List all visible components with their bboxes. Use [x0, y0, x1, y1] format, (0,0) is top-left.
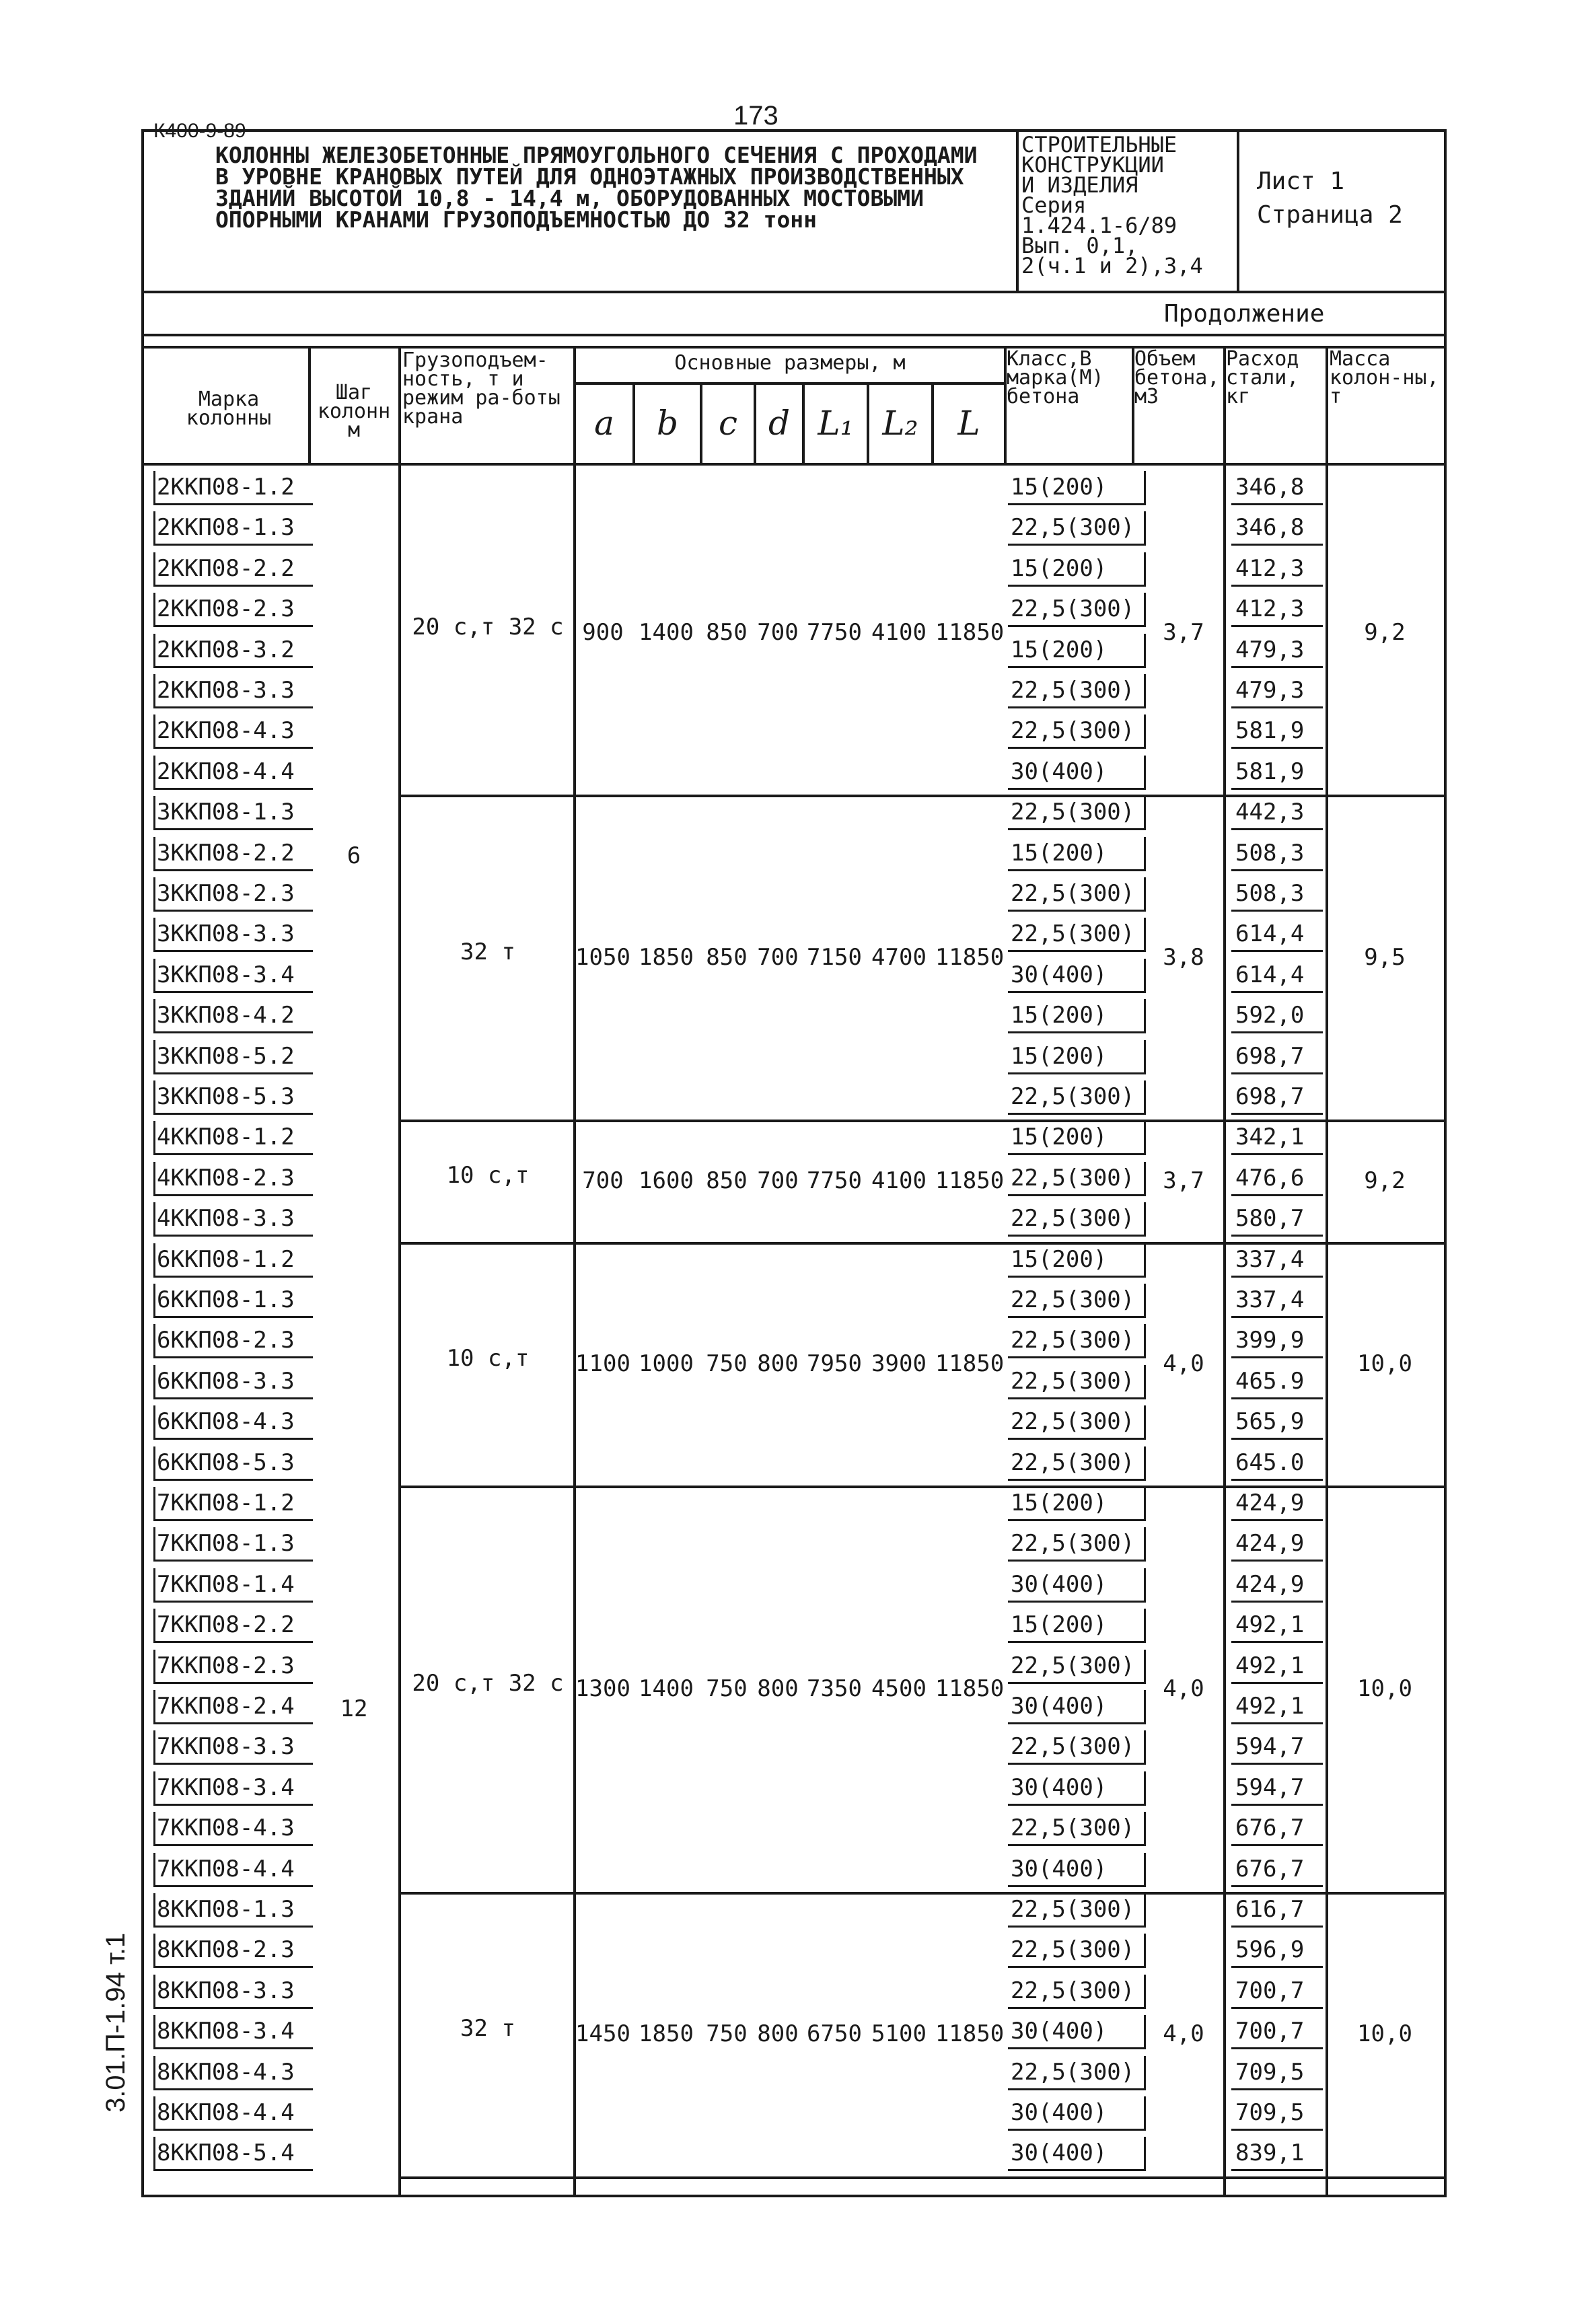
column-step: 12 — [340, 1695, 368, 1723]
steel-consumption: 698,7 — [1231, 1080, 1323, 1115]
concrete-class: 30(400) — [1008, 756, 1146, 790]
steel-consumption: 616,7 — [1231, 1893, 1323, 1928]
column-mass: 10,0 — [1357, 1350, 1412, 1377]
title-line: ЗДАНИЙ ВЫСОТОЙ 10,8 - 14,4 м, ОБОРУДОВАННЫХ МОСТОВЫМИ — [215, 185, 924, 211]
column-mass: 9,2 — [1364, 1167, 1406, 1194]
group-separator — [398, 2176, 1445, 2179]
steel-consumption: 492,1 — [1231, 1609, 1323, 1643]
size-c: 850 — [706, 943, 748, 971]
concrete-class: 22,5(300) — [1008, 1324, 1146, 1358]
column-mark: 6ККП08-4.3 — [153, 1405, 313, 1440]
concrete-class: 30(400) — [1008, 1690, 1146, 1724]
size-l: 11850 — [935, 618, 1005, 646]
column-mark: 3ККП08-2.2 — [153, 837, 313, 871]
page-left-border — [141, 129, 144, 2195]
title-block-divider-2 — [1237, 129, 1239, 291]
continuation-label: Продолжение — [1164, 300, 1325, 328]
column-mark: 7ККП08-3.3 — [153, 1730, 313, 1765]
crane-capacity: 10 с,т — [446, 1162, 530, 1189]
steel-consumption: 592,0 — [1231, 999, 1323, 1033]
steel-consumption: 580,7 — [1231, 1202, 1323, 1237]
size-l2: 4100 — [871, 1167, 927, 1194]
size-b: 1000 — [639, 1350, 694, 1377]
header-steel: Расход стали, кг — [1226, 347, 1299, 408]
concrete-class: 22,5(300) — [1008, 1527, 1146, 1562]
concrete-class: 22,5(300) — [1008, 1975, 1146, 2009]
concrete-class: 22,5(300) — [1008, 511, 1146, 546]
steel-consumption: 412,3 — [1231, 593, 1323, 627]
title-block-divider-1 — [1016, 129, 1019, 291]
concrete-class: 15(200) — [1008, 1121, 1146, 1155]
concrete-class: 22,5(300) — [1008, 1730, 1146, 1765]
size-c: 750 — [706, 2020, 748, 2048]
size-l2: 5100 — [871, 2020, 927, 2048]
size-d: 700 — [757, 1167, 799, 1194]
concrete-class: 22,5(300) — [1008, 1080, 1146, 1115]
column-mark: 3ККП08-1.3 — [153, 796, 313, 830]
concrete-class: 22,5(300) — [1008, 1405, 1146, 1440]
size-l1: 7150 — [807, 943, 862, 971]
concrete-class: 22,5(300) — [1008, 796, 1146, 830]
size-l: 11850 — [935, 2020, 1005, 2048]
column-mark: 4ККП08-3.3 — [153, 1202, 313, 1237]
header-size-l: L — [957, 404, 980, 443]
steel-consumption: 700,7 — [1231, 1975, 1323, 2009]
steel-consumption: 508,3 — [1231, 877, 1323, 912]
table-header-bottom — [141, 463, 1447, 466]
group-separator — [398, 1242, 1445, 1245]
steel-consumption: 676,7 — [1231, 1853, 1323, 1887]
column-mark: 3ККП08-3.3 — [153, 918, 313, 952]
steel-consumption: 709,5 — [1231, 2056, 1323, 2090]
concrete-class: 15(200) — [1008, 1243, 1146, 1278]
concrete-class: 30(400) — [1008, 2137, 1146, 2171]
steel-consumption: 424,9 — [1231, 1527, 1323, 1562]
concrete-class: 15(200) — [1008, 1487, 1146, 1521]
size-l: 11850 — [935, 1350, 1005, 1377]
crane-capacity: 20 с,т 32 с — [412, 613, 564, 640]
continuation-bottom-border — [141, 334, 1447, 336]
concrete-class: 22,5(300) — [1008, 1365, 1146, 1399]
size-a: 1050 — [575, 943, 630, 971]
series-info — [1021, 132, 1237, 279]
steel-consumption: 594,7 — [1231, 1730, 1323, 1765]
steel-consumption: 645.0 — [1231, 1446, 1323, 1481]
column-mark: 8ККП08-2.3 — [153, 1934, 313, 1968]
steel-consumption: 424,9 — [1231, 1568, 1323, 1603]
concrete-volume: 3,8 — [1163, 943, 1204, 971]
size-l: 11850 — [935, 1167, 1005, 1194]
sheet-number: Лист 1 — [1257, 168, 1345, 195]
concrete-volume: 4,0 — [1163, 2020, 1204, 2048]
header-step: Шаг колонн м — [317, 381, 391, 442]
column-mark: 7ККП08-2.3 — [153, 1650, 313, 1684]
steel-consumption: 709,5 — [1231, 2096, 1323, 2131]
steel-consumption: 346,8 — [1231, 511, 1323, 546]
size-d: 800 — [757, 1675, 799, 1702]
column-mark: 3ККП08-5.3 — [153, 1080, 313, 1115]
steel-consumption: 337,4 — [1231, 1284, 1323, 1318]
column-mass: 9,5 — [1364, 943, 1406, 971]
size-c: 850 — [706, 618, 748, 646]
size-l1: 7350 — [807, 1675, 862, 1702]
steel-consumption: 424,9 — [1231, 1487, 1323, 1521]
steel-consumption: 399,9 — [1231, 1324, 1323, 1358]
series-line: 1.424.1-6/89 — [1021, 213, 1177, 238]
header-size-a: a — [594, 404, 614, 443]
concrete-class: 22,5(300) — [1008, 714, 1146, 749]
column-mark: 3ККП08-2.3 — [153, 877, 313, 912]
size-b: 1600 — [639, 1167, 694, 1194]
size-b: 1850 — [639, 943, 694, 971]
size-a: 1100 — [575, 1350, 630, 1377]
size-a: 700 — [582, 1167, 624, 1194]
concrete-class: 30(400) — [1008, 1771, 1146, 1806]
document-code: К400-9-89 — [153, 120, 246, 142]
concrete-volume: 3,7 — [1163, 1167, 1204, 1194]
sheet-page: Страница 2 — [1257, 201, 1403, 229]
header-size-d: d — [768, 404, 790, 443]
steel-consumption: 492,1 — [1231, 1650, 1323, 1684]
steel-consumption: 676,7 — [1231, 1812, 1323, 1846]
series-line: 2(ч.1 и 2),3,4 — [1021, 253, 1203, 279]
size-d: 800 — [757, 2020, 799, 2048]
concrete-class: 15(200) — [1008, 471, 1146, 505]
concrete-class: 15(200) — [1008, 552, 1146, 587]
steel-consumption: 342,1 — [1231, 1121, 1323, 1155]
size-d: 800 — [757, 1350, 799, 1377]
concrete-class: 30(400) — [1008, 2096, 1146, 2131]
steel-consumption: 508,3 — [1231, 837, 1323, 871]
column-mark: 6ККП08-2.3 — [153, 1324, 313, 1358]
title-line: ОПОРНЫМИ КРАНАМИ ГРУЗОПОДЪЕМНОСТЬЮ ДО 32 тонн — [215, 207, 818, 233]
size-c: 750 — [706, 1350, 748, 1377]
steel-consumption: 700,7 — [1231, 2015, 1323, 2049]
series-line: Серия — [1021, 192, 1087, 218]
concrete-class: 30(400) — [1008, 1568, 1146, 1603]
group-separator — [398, 1486, 1445, 1488]
concrete-class: 22,5(300) — [1008, 674, 1146, 708]
size-c: 750 — [706, 1675, 748, 1702]
header-mass: Масса колон-ны, т — [1330, 347, 1439, 408]
series-line: Вып. 0,1, — [1021, 233, 1138, 258]
column-mark: 8ККП08-4.4 — [153, 2096, 313, 2131]
column-mark: 3ККП08-4.2 — [153, 999, 313, 1033]
header-size-c: c — [718, 404, 737, 443]
concrete-class: 22,5(300) — [1008, 1934, 1146, 1968]
steel-consumption: 465.9 — [1231, 1365, 1323, 1399]
size-l: 11850 — [935, 943, 1005, 971]
document-title — [215, 142, 1009, 233]
crane-capacity: 10 с,т — [446, 1344, 530, 1372]
concrete-class: 22,5(300) — [1008, 1650, 1146, 1684]
steel-consumption: 614,4 — [1231, 918, 1323, 952]
group-separator — [398, 795, 1445, 797]
column-divider-volume — [1223, 346, 1226, 2195]
column-mark: 8ККП08-3.3 — [153, 1975, 313, 2009]
column-mark: 6ККП08-5.3 — [153, 1446, 313, 1481]
column-mark: 6ККП08-3.3 — [153, 1365, 313, 1399]
column-mass: 9,2 — [1364, 618, 1406, 646]
steel-consumption: 698,7 — [1231, 1040, 1323, 1074]
header-size-l1: L₁ — [818, 404, 854, 443]
size-l1: 7950 — [807, 1350, 862, 1377]
column-mark: 8ККП08-5.4 — [153, 2137, 313, 2171]
column-mark: 7ККП08-2.4 — [153, 1690, 313, 1724]
series-line: КОНСТРУКЦИИ — [1021, 152, 1164, 178]
size-d: 700 — [757, 618, 799, 646]
group-separator — [398, 1120, 1445, 1122]
size-l2: 4500 — [871, 1675, 927, 1702]
column-mark: 2ККП08-3.3 — [153, 674, 313, 708]
column-mark: 2ККП08-1.2 — [153, 471, 313, 505]
table-bottom-border — [141, 2195, 1447, 2197]
sizes-subheader-line — [573, 382, 1004, 385]
concrete-class: 22,5(300) — [1008, 1202, 1146, 1237]
size-d: 700 — [757, 943, 799, 971]
column-mark: 3ККП08-5.2 — [153, 1040, 313, 1074]
concrete-class: 15(200) — [1008, 634, 1146, 668]
column-mark: 2ККП08-1.3 — [153, 511, 313, 546]
crane-capacity: 32 т — [460, 938, 515, 965]
steel-consumption: 596,9 — [1231, 1934, 1323, 1968]
column-mark: 7ККП08-1.2 — [153, 1487, 313, 1521]
header-size-l2: L₂ — [882, 404, 918, 443]
page-right-border — [1444, 129, 1447, 2195]
concrete-class: 30(400) — [1008, 959, 1146, 993]
title-block-bottom-border — [141, 291, 1447, 293]
header-sizes: Основные размеры, м — [674, 351, 906, 375]
concrete-class: 30(400) — [1008, 2015, 1146, 2049]
size-l: 11850 — [935, 1675, 1005, 1702]
concrete-class: 22,5(300) — [1008, 1812, 1146, 1846]
size-a: 1300 — [575, 1675, 630, 1702]
column-mark: 7ККП08-4.3 — [153, 1812, 313, 1846]
steel-consumption: 581,9 — [1231, 756, 1323, 790]
column-mark: 8ККП08-1.3 — [153, 1893, 313, 1928]
size-b: 1850 — [639, 2020, 694, 2048]
column-mark: 7ККП08-4.4 — [153, 1853, 313, 1887]
crane-capacity: 20 с,т 32 с — [412, 1670, 564, 1697]
steel-consumption: 346,8 — [1231, 471, 1323, 505]
steel-consumption: 442,3 — [1231, 796, 1323, 830]
column-mark: 8ККП08-4.3 — [153, 2056, 313, 2090]
column-mark: 7ККП08-2.2 — [153, 1609, 313, 1643]
title-line: В УРОВНЕ КРАНОВЫХ ПУТЕЙ ДЛЯ ОДНОЭТАЖНЫХ ПРОИЗВОДСТВЕННЫХ — [215, 163, 964, 190]
steel-consumption: 337,4 — [1231, 1243, 1323, 1278]
header-mark: Марка колонны — [186, 388, 272, 430]
size-l2: 3900 — [871, 1350, 927, 1377]
sheet-info — [1257, 165, 1403, 232]
size-l1: 7750 — [807, 1167, 862, 1194]
steel-consumption: 476,6 — [1231, 1162, 1323, 1196]
column-mark: 2ККП08-4.4 — [153, 756, 313, 790]
column-mark: 8ККП08-3.4 — [153, 2015, 313, 2049]
steel-consumption: 492,1 — [1231, 1690, 1323, 1724]
concrete-class: 22,5(300) — [1008, 593, 1146, 627]
size-l1: 7750 — [807, 618, 862, 646]
steel-consumption: 412,3 — [1231, 552, 1323, 587]
column-mass: 10,0 — [1357, 1675, 1412, 1702]
concrete-class: 30(400) — [1008, 1853, 1146, 1887]
concrete-class: 22,5(300) — [1008, 877, 1146, 912]
concrete-volume: 3,7 — [1163, 618, 1204, 646]
size-b: 1400 — [639, 1675, 694, 1702]
page-number: 173 — [733, 101, 778, 131]
column-mark: 6ККП08-1.3 — [153, 1284, 313, 1318]
concrete-class: 22,5(300) — [1008, 918, 1146, 952]
header-volume: Объем бетона, м3 — [1134, 347, 1220, 408]
steel-consumption: 565,9 — [1231, 1405, 1323, 1440]
steel-consumption: 581,9 — [1231, 714, 1323, 749]
size-a: 1450 — [575, 2020, 630, 2048]
column-mark: 7ККП08-3.4 — [153, 1771, 313, 1806]
crane-capacity: 32 т — [460, 2015, 515, 2043]
size-b: 1400 — [639, 618, 694, 646]
column-mass: 10,0 — [1357, 2020, 1412, 2048]
concrete-class: 15(200) — [1008, 1040, 1146, 1074]
column-mark: 7ККП08-1.3 — [153, 1527, 313, 1562]
concrete-class: 22,5(300) — [1008, 2056, 1146, 2090]
concrete-volume: 4,0 — [1163, 1350, 1204, 1377]
column-step: 6 — [347, 842, 361, 869]
header-size-b: b — [656, 404, 678, 443]
column-mark: 4ККП08-1.2 — [153, 1121, 313, 1155]
concrete-class: 22,5(300) — [1008, 1893, 1146, 1928]
concrete-class: 22,5(300) — [1008, 1162, 1146, 1196]
steel-consumption: 479,3 — [1231, 634, 1323, 668]
size-c: 850 — [706, 1167, 748, 1194]
steel-consumption: 839,1 — [1231, 2137, 1323, 2171]
concrete-class: 22,5(300) — [1008, 1446, 1146, 1481]
steel-consumption: 594,7 — [1231, 1771, 1323, 1806]
column-mark: 2ККП08-2.2 — [153, 552, 313, 587]
header-capacity: Грузоподъем-ность, т и режим ра-боты крана — [402, 349, 560, 429]
concrete-class: 15(200) — [1008, 1609, 1146, 1643]
concrete-class: 15(200) — [1008, 837, 1146, 871]
steel-consumption: 614,4 — [1231, 959, 1323, 993]
column-mark: 4ККП08-2.3 — [153, 1162, 313, 1196]
column-mark: 3ККП08-3.4 — [153, 959, 313, 993]
size-l2: 4700 — [871, 943, 927, 971]
column-mark: 6ККП08-1.2 — [153, 1243, 313, 1278]
side-document-code: 3.01.П-1.94 т.1 — [101, 1932, 131, 2113]
column-mark: 7ККП08-1.4 — [153, 1568, 313, 1603]
size-a: 900 — [582, 618, 624, 646]
header-concrete-class: Класс,В марка(М) бетона — [1007, 347, 1104, 408]
title-line: КОЛОННЫ ЖЕЛЕЗОБЕТОННЫЕ ПРЯМОУГОЛЬНОГО СЕЧЕНИЯ С ПРОХОДАМИ — [215, 142, 978, 168]
concrete-class: 22,5(300) — [1008, 1284, 1146, 1318]
concrete-volume: 4,0 — [1163, 1675, 1204, 1702]
concrete-class: 15(200) — [1008, 999, 1146, 1033]
steel-consumption: 479,3 — [1231, 674, 1323, 708]
column-mark: 2ККП08-4.3 — [153, 714, 313, 749]
size-l2: 4100 — [871, 618, 927, 646]
series-line: И ИЗДЕЛИЯ — [1021, 172, 1138, 198]
size-l1: 6750 — [807, 2020, 862, 2048]
title-block-top-border — [141, 129, 1447, 132]
column-mark: 2ККП08-3.2 — [153, 634, 313, 668]
series-line: СТРОИТЕЛЬНЫЕ — [1021, 132, 1177, 157]
group-separator — [398, 1892, 1445, 1895]
column-mark: 2ККП08-2.3 — [153, 593, 313, 627]
column-divider-step — [398, 346, 401, 2195]
